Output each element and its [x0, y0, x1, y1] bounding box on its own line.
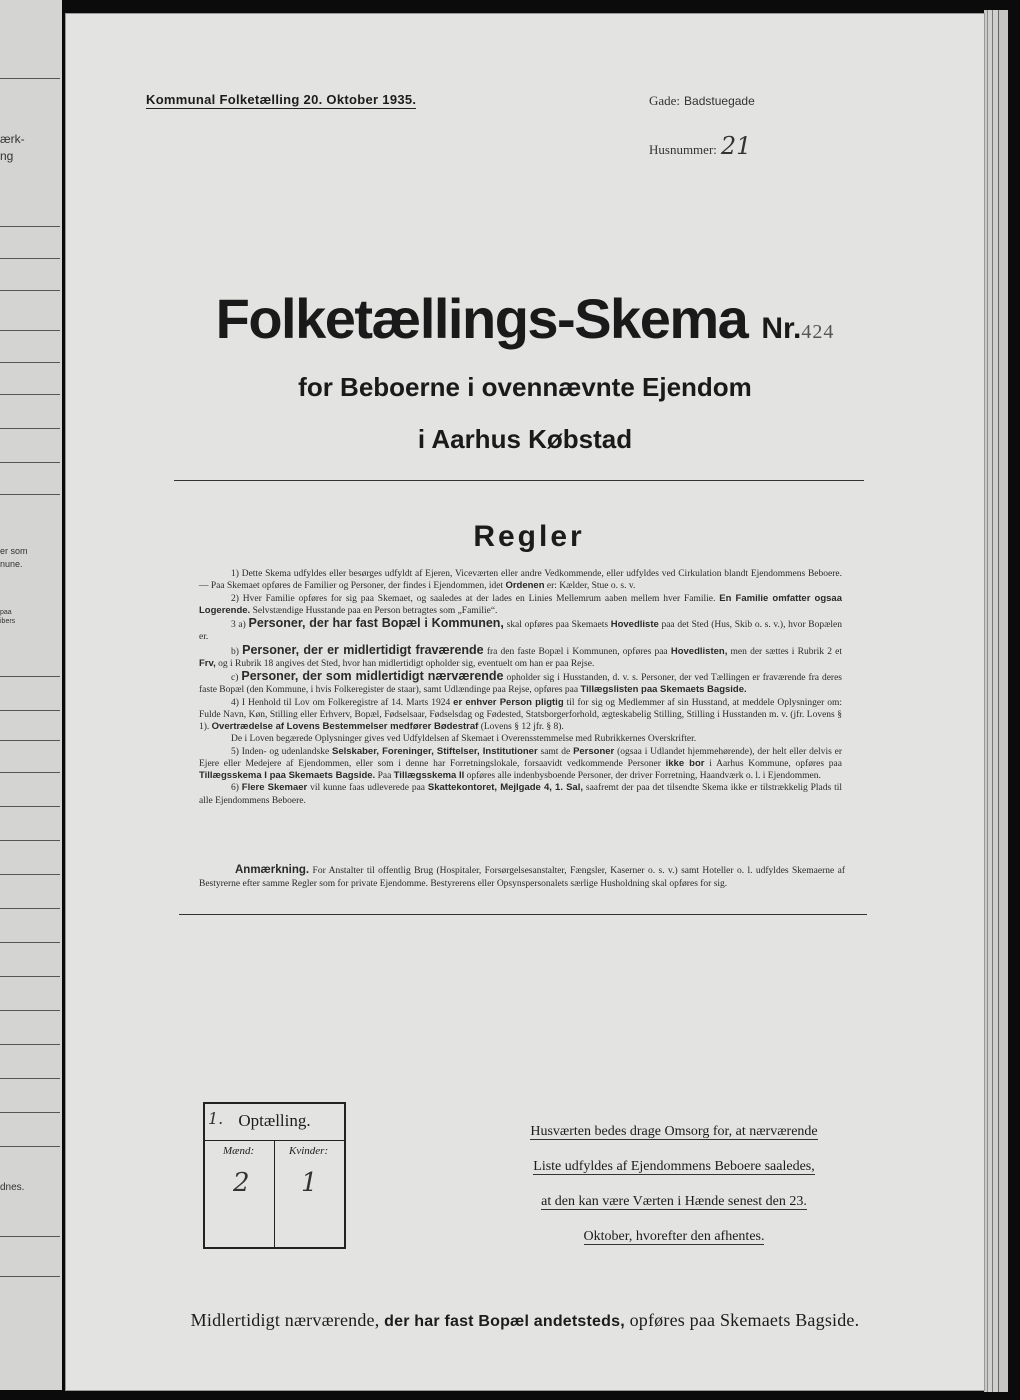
divider	[0, 494, 60, 495]
census-header-title: Kommunal Folketælling 20. Oktober 1935.	[146, 92, 417, 107]
notice-line: Oktober, hvorefter den afhentes.	[583, 1229, 765, 1244]
women-count: 1	[301, 1168, 318, 1198]
fragment-text: ærk-	[0, 132, 25, 146]
rule-4-note: De i Loven begærede Oplysninger gives ved Udfyldelsen af Skemaet i Overensstemmelse med Rubrikkernes Overskrifter.	[231, 734, 697, 745]
page-stack-edge	[984, 10, 1008, 1392]
rule-6: 6) Flere Skemaer vil kunne faas udleverede paa Skattekontoret, Mejlgade 4, 1. Sal, saafremt der paa det tilsendte Skema ikke er tilstrækkelig Plads til alle Ejendommens Beboere.	[199, 782, 843, 806]
divider	[0, 1010, 60, 1011]
rule-4: 4) I Henhold til Lov om Folkeregistre af 14. Marts 1924 er enhver Person pligtig til for sig og Medlemmer af sin Husstand, at meddele Oplysninger om: Fulde Navn, Køn, Stilling eller Erhverv, Bopæl, Fødselsaar, Fødselsdag og Fødested, Statsborgerforhold, ægteskabelig Stilling, Stilling i Husstanden m. v. (jfr. Lovens § 1). Overtrædelse af Lovens Bestemmelser medfører Bødestraf (Lovens § 12 jfr. § 8).	[199, 696, 843, 732]
footer-note: Midlertidigt nærværende, der har fast Bopæl andetsteds, opføres paa Skemaets Bagside.	[190, 1310, 860, 1330]
rule-2: 2) Hver Familie opføres for sig paa Skemaet, og saaledes at der lades en Linies Mellemrum aaben mellem hver Familie. En Familie omfatter ogsaa Logerende. Selvstændige Husstande paa en Person betragtes som „Familie“.	[199, 592, 843, 616]
previous-page-edge	[0, 0, 62, 1390]
divider	[0, 362, 60, 363]
census-form-page	[66, 14, 984, 1390]
divider	[0, 740, 60, 741]
remark-paragraph	[199, 864, 845, 890]
rule-3a: 3 a) Personer, der har fast Bopæl i Kommunen, skal opføres paa Skemaets Hovedliste paa det Sted (Hus, Skib o. s. v.), hvor Bopælen er.	[199, 616, 843, 643]
divider	[179, 914, 867, 915]
divider	[0, 330, 60, 331]
rules-heading: Regler	[473, 520, 585, 553]
count-box-title: Optælling.	[238, 1111, 311, 1130]
street-value: Badstuegade	[684, 94, 755, 108]
fragment-text: er som	[0, 546, 28, 556]
men-label: Mænd:	[223, 1145, 255, 1157]
count-box-number: 1.	[208, 1109, 224, 1128]
divider	[0, 78, 60, 79]
divider	[174, 480, 864, 481]
form-subtitle: for Beboerne i ovennævnte Ejendom	[298, 372, 752, 402]
divider	[0, 462, 60, 463]
rule-3c: c) Personer, der som midlertidigt nærværende opholder sig i Husstanden, d. v. s. Personer, der ved Tællingen er fraværende fra deres faste Bopæl (den Kommune, i hvis Folkeregister de staar), samt Udlændinge paa Rejse, opføres paa Tillægslisten paa Skemaets Bagside.	[199, 669, 843, 696]
fragment-text: nune.	[0, 559, 23, 569]
remark-heading: Anmærkning.	[235, 864, 310, 876]
street-field	[649, 92, 755, 110]
street-label: Gade:	[649, 93, 681, 108]
rule-1: 1) Dette Skema udfyldes eller besørges udfyldt af Ejeren, Viceværten eller andre Vedkommende, eller udfyldes ved Cirkulation blandt Ejendommens Beboere. — Paa Skemaet opføres de Familier og Personer, der findes i Ejendommen, idet Ordenen er: Kælder, Stue o. s. v.	[199, 569, 842, 592]
fragment-text: dnes.	[0, 1182, 25, 1193]
divider	[0, 676, 60, 677]
divider	[0, 908, 60, 909]
divider	[0, 840, 60, 841]
fragment-text: ng	[0, 149, 14, 163]
divider	[0, 1078, 60, 1079]
rule-3b: b) Personer, der er midlertidigt fraværende fra den faste Bopæl i Kommunen, opføres paa Hovedlisten, men der sættes i Rubrik 2 et Frv, og i Rubrik 18 angives det Sted, hvor han midlertidigt opholder sig, eventuelt om han er paa Rejse.	[199, 642, 842, 669]
divider	[0, 1236, 60, 1237]
notice-line: Liste udfyldes af Ejendommens Beboere saaledes,	[533, 1159, 815, 1174]
divider	[0, 290, 60, 291]
landlord-notice	[502, 1114, 846, 1254]
divider	[0, 1276, 60, 1277]
divider	[0, 394, 60, 395]
divider	[0, 874, 60, 875]
house-number-value: 21	[720, 132, 752, 160]
divider	[0, 258, 60, 259]
divider	[0, 772, 60, 773]
form-number-value: 424	[801, 321, 835, 343]
divider	[0, 1146, 60, 1147]
notice-line: Husværten bedes drage Omsorg for, at nærværende	[530, 1124, 818, 1139]
divider	[0, 976, 60, 977]
house-number-field	[649, 132, 751, 160]
form-location: i Aarhus Købstad	[417, 424, 633, 454]
divider	[0, 1112, 60, 1113]
house-number-label: Husnummer:	[649, 142, 717, 157]
women-label: Kvinder:	[289, 1145, 329, 1157]
divider	[0, 1044, 60, 1045]
form-title-main: Folketællings-Skema	[215, 287, 748, 350]
divider	[274, 1140, 275, 1247]
form-title	[66, 286, 984, 351]
divider	[0, 226, 60, 227]
divider	[0, 806, 60, 807]
fragment-text: ibers	[0, 618, 16, 625]
divider	[0, 710, 60, 711]
men-count: 2	[233, 1168, 250, 1198]
fragment-text: paa	[0, 609, 12, 616]
divider	[0, 428, 60, 429]
count-box	[203, 1102, 346, 1249]
rules-text	[199, 568, 842, 807]
notice-line: at den kan være Værten i Hænde senest den 23.	[541, 1194, 807, 1209]
remark-text: For Anstalter til offentlig Brug (Hospitaler, Forsørgelsesanstalter, Fængsler, Kaserner o. s. v.) samt Hoteller o. l. udfyldes Skemaerne af Bestyrerne efter samme Regler som for private Ejendomme. Bestyrerens eller Opsynspersonalets særlige Husholdning skal opføres for sig.	[199, 866, 846, 889]
form-number-label: Nr.	[761, 312, 802, 345]
divider	[0, 942, 60, 943]
rule-5: 5) Inden- og udenlandske Selskaber, Foreninger, Stiftelser, Institutioner samt de Personer (ogsaa i Udlandet hjemmehørende), der helt eller delvis er Ejere eller Medejere af Ejendommen, eller som i denne har Forretningslokale, forsaavidt vedkommende Personer ikke bor i Aarhus Kommune, opføres paa Tillægsskema I paa Skemaets Bagside. Paa Tillægsskema II opføres alle indenbysboende Personer, der driver Forretning, Haandværk o. l. i Ejendommen.	[199, 745, 842, 781]
